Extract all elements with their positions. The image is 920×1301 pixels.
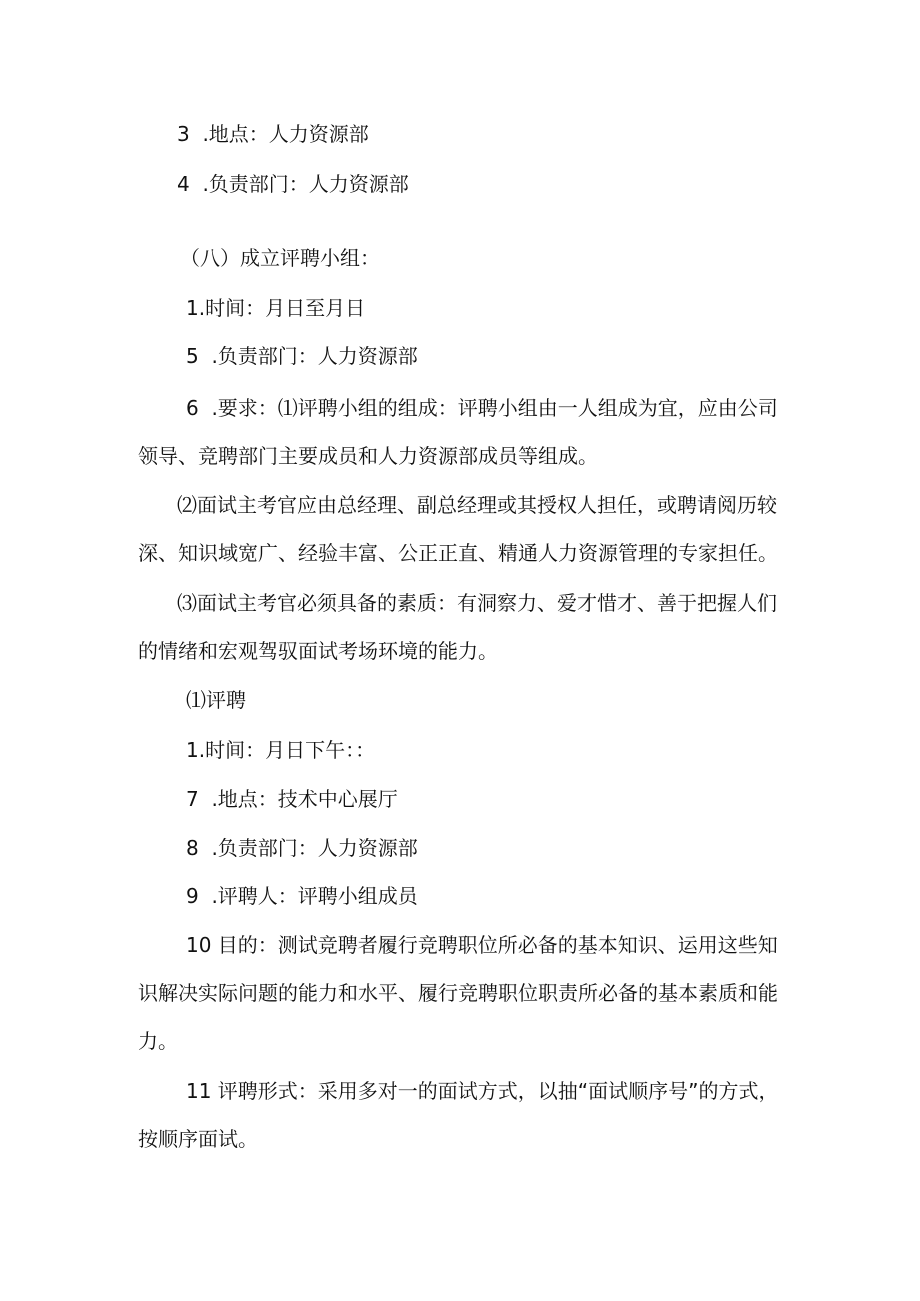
evaluation-heading: ⑴评聘	[186, 688, 246, 712]
item-11-format-cont: 按顺序面试。	[138, 1127, 258, 1151]
item-10-purpose-cont1: 识解决实际问题的能力和水平、履行竞聘职位职责所必备的基本素质和能	[138, 981, 778, 1005]
requirement-2-line1: ⑵面试主考官应由总经理、副总经理或其授权人担任，或聘请阅历较	[177, 493, 777, 517]
requirement-3-line2: 的情绪和宏观驾驭面试考场环境的能力。	[138, 639, 498, 663]
evaluation-time: 1.时间：月日下午：：	[186, 738, 376, 762]
item-6-requirements-cont: 领导、竞聘部门主要成员和人力资源部成员等组成。	[138, 444, 598, 468]
item-11-format: 11 评聘形式：采用多对一的面试方式，以抽“面试顺序号”的方式，	[186, 1079, 779, 1103]
item-9-evaluators: 9 .评聘人：评聘小组成员	[186, 884, 418, 908]
section-8-heading: （八）成立评聘小组：	[180, 246, 380, 270]
item-5-department: 5 .负责部门：人力资源部	[186, 344, 418, 368]
requirement-3-line1: ⑶面试主考官必须具备的素质：有洞察力、爱才惜才、善于把握人们	[177, 591, 777, 615]
item-8-department: 8 .负责部门：人力资源部	[186, 836, 418, 860]
item-3-location: 3 .地点：人力资源部	[177, 122, 369, 146]
item-4-department: 4 .负责部门：人力资源部	[177, 172, 409, 196]
item-6-requirements: 6 .要求：⑴评聘小组的组成：评聘小组由一人组成为宜，应由公司	[186, 396, 778, 420]
item-10-purpose-cont2: 力。	[138, 1029, 178, 1053]
section-8-time: 1.时间：月日至月日	[186, 296, 366, 320]
requirement-2-line2: 深、知识域宽广、经验丰富、公正正直、精通人力资源管理的专家担任。	[138, 541, 778, 565]
item-7-location: 7 .地点：技术中心展厅	[186, 787, 398, 811]
item-10-purpose: 10 目的：测试竞聘者履行竞聘职位所必备的基本知识、运用这些知	[186, 933, 778, 957]
